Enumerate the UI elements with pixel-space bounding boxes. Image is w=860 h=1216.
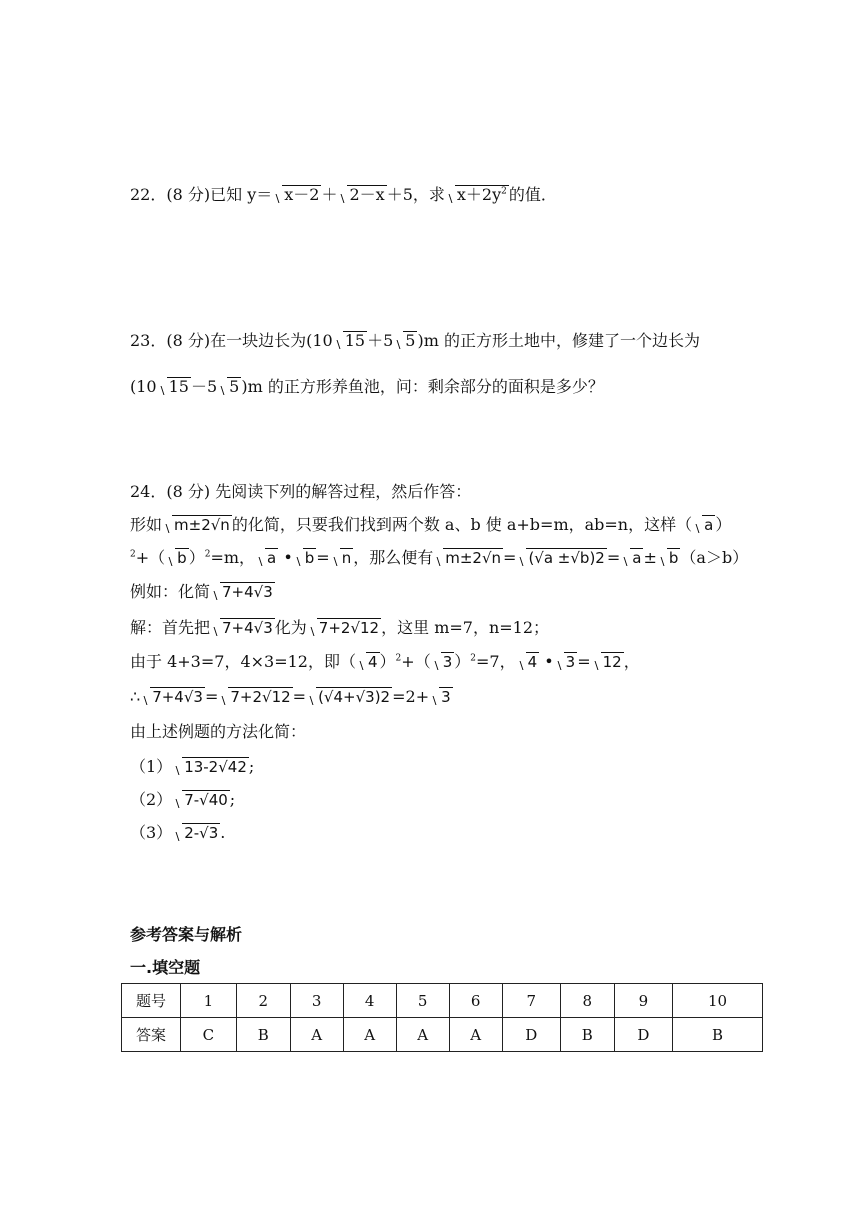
q24-line-1: 形如 m±2√n 的化简，只要我们找到两个数 a、b 使 a+b=m，ab=n，这样（ a ） [130, 515, 732, 534]
table-cell: B [673, 1018, 763, 1052]
q22-mid: ＋5，求 [386, 185, 445, 204]
row-label: 答案 [122, 1018, 181, 1052]
table-cell: 10 [673, 984, 763, 1018]
sqrt-a: a [693, 514, 715, 536]
answer-table [121, 983, 763, 1052]
sqrt-m-2sqrt-n: m±2√n [163, 514, 232, 536]
table-cell: 1 [181, 984, 237, 1018]
table-cell: 9 [614, 984, 672, 1018]
question-22 [130, 184, 557, 206]
table-cell: 5 [396, 984, 449, 1018]
table-cell: D [502, 1018, 560, 1052]
table-cell: A [290, 1018, 343, 1052]
sqrt-x-minus-2: x－2 [273, 184, 321, 206]
sqrt-a: a [621, 547, 643, 569]
sqrt-5: 5 [394, 330, 417, 352]
sqrt-x-plus-2y2: $x+2y^2$ [446, 184, 509, 206]
table-cell: C [181, 1018, 237, 1052]
sqrt-n: n [331, 547, 354, 569]
table-cell: 8 [560, 984, 614, 1018]
q24-part-2: （2） 7-√40 ; [130, 790, 236, 809]
sqrt-7-sqrt40: 7-√40 [173, 789, 230, 811]
sqrt-m-2sqrt-n: m±2√n [434, 547, 503, 569]
q24-line-7: 由上述例题的方法化简： [130, 722, 307, 741]
table-cell: 6 [449, 984, 502, 1018]
table-cell: D [614, 1018, 672, 1052]
sqrt-7-2sqrt12: 7+2√12 [219, 686, 292, 708]
sqrt-3: 3 [430, 686, 453, 708]
table-cell: A [396, 1018, 449, 1052]
sqrt-15: 15 [158, 376, 191, 398]
q22-end: 的值． [508, 185, 557, 204]
sqrt-4: 4 [357, 651, 380, 673]
sqrt-square-sum: (√a ±√b)2 [517, 547, 606, 569]
sqrt-7-4sqrt3: 7+4√3 [211, 617, 275, 639]
table-cell: 3 [290, 984, 343, 1018]
question-23-line-1: 23．(8 分)在一块边长为(10 15 ＋5 5 )m 的正方形土地中，修建了一个边长为 [130, 331, 700, 350]
sqrt-7-4sqrt3: 7+4√3 [141, 686, 205, 708]
sqrt-2-minus-x: 2－x [338, 184, 386, 206]
table-cell: B [560, 1018, 614, 1052]
q24-part-3: （3） 2-√3 . [130, 823, 226, 842]
sqrt-3: 3 [432, 651, 455, 673]
sqrt-b: b [294, 547, 317, 569]
row-label: 题号 [122, 984, 181, 1018]
sqrt-12: 12 [592, 651, 624, 673]
sqrt-4: 4 [517, 651, 540, 673]
table-cell: A [449, 1018, 502, 1052]
question-23-line-2: (10 15 －5 5 )m 的正方形养鱼池，问：剩余部分的面积是多少？ [130, 377, 604, 396]
table-cell: B [236, 1018, 290, 1052]
q24-line-2: $^2$+（ b ）$^2$=m， a • b = n ，那么便有 m±2√n = (√a ±√b)2 = a ± b （a＞b） [130, 548, 749, 567]
sqrt-13-2sqrt42: 13-2√42 [173, 756, 249, 778]
sqrt-3: 3 [555, 651, 578, 673]
q24-line-3: 例如：化简 7+4√3 [130, 582, 273, 601]
table-cell: A [343, 1018, 396, 1052]
question-24-title: 24．(8 分) 先阅读下列的解答过程，然后作答： [130, 482, 472, 501]
q22-plus: ＋ [321, 185, 338, 204]
q24-line-6: ∴ 7+4√3 = 7+2√12 = (√4+√3)2 =2+ 3 [130, 687, 451, 706]
table-cell: 2 [236, 984, 290, 1018]
sqrt-a: a [256, 547, 278, 569]
answers-heading: 参考答案与解析 [130, 925, 243, 944]
sqrt-b: b [658, 547, 681, 569]
answers-section: 一.填空题 [130, 958, 201, 977]
table-row [122, 984, 763, 1018]
table-cell: 4 [343, 984, 396, 1018]
sqrt-15: 15 [334, 330, 367, 352]
table-cell: 7 [502, 984, 560, 1018]
sqrt-7-4sqrt3: 7+4√3 [211, 581, 275, 603]
sqrt-7-2sqrt12: 7+2√12 [308, 617, 381, 639]
q24-part-1: （1） 13-2√42 ; [130, 757, 255, 776]
sqrt-square-sum: (√4+√3)2 [307, 686, 392, 708]
table-row [122, 1018, 763, 1052]
sqrt-b: b [166, 547, 189, 569]
q24-line-4: 解：首先把 7+4√3 化为 7+2√12 ，这里 m=7，n=12； [130, 618, 550, 637]
q24-line-5: 由于 4+3=7，4×3=12，即（ 4 ）$^2$+（ 3 ）$^2$=7， 4 • 3 = 12 ， [130, 652, 640, 671]
sqrt-5: 5 [218, 376, 241, 398]
sqrt-2-sqrt3: 2-√3 [173, 822, 220, 844]
q22-prefix: 22．(8 分)已知 y＝ [130, 185, 273, 204]
